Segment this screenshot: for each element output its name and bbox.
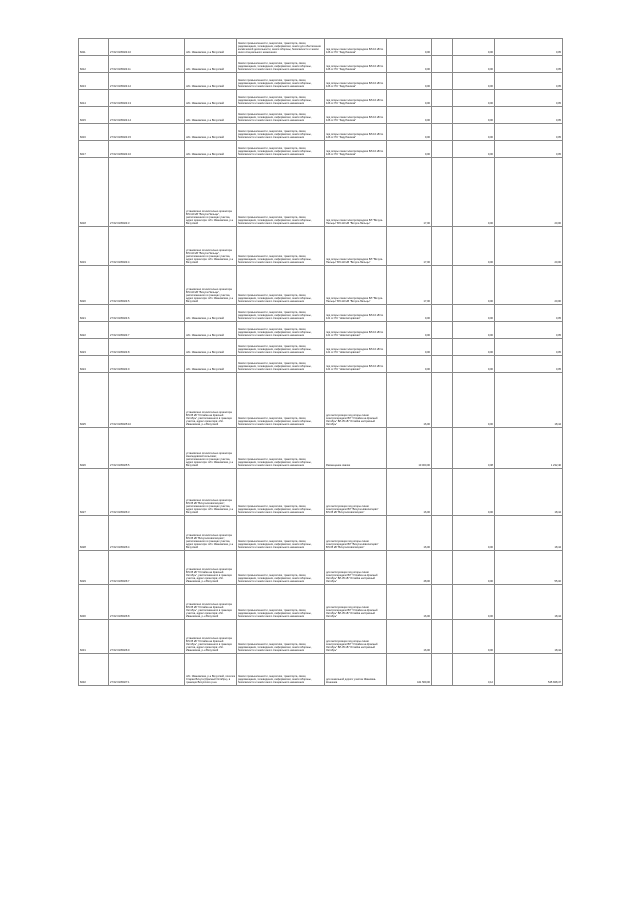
cadastral-number-cell: 27:02:0105025:10	[109, 373, 185, 428]
cadastral-number-cell: 27:02:0105024:11	[109, 56, 185, 73]
rate-cell: 0,08	[453, 428, 495, 469]
cadastral-number-cell: 27:02:0105025:5	[109, 428, 185, 469]
table-row	[79, 551, 563, 585]
empty-cell	[432, 305, 453, 322]
table-row	[79, 39, 563, 56]
row-number-cell: 8231	[79, 620, 109, 654]
row-number-cell: 8222	[79, 322, 109, 339]
address-cell: обл. Ивановская, р-н Вичугский	[185, 73, 237, 90]
cadastral-number-cell: 27:02:0105024:14	[109, 107, 185, 124]
land-category-cell: Земли промышленности, энергетики, транспорта, связи, радиовещания, телевидения, информатики, земли обороны, безопасности и земли иного специального назначения	[237, 107, 325, 124]
amount-cell: 0,05	[495, 90, 563, 107]
amount-cell: 20,00	[495, 227, 563, 266]
rate-cell: 9,00	[453, 107, 495, 124]
area-cell: 9,00	[387, 124, 432, 141]
permitted-use-cell: под опоры линии электропередачи ВЛ "Вичуга-Пальцы" ВЛ-110 кВ "Вичуга-Пальцы"	[325, 266, 387, 305]
cadastral-number-cell: 27:02:0105026:7	[109, 551, 185, 585]
amount-cell: 0,05	[495, 107, 563, 124]
address-cell: обл. Ивановская, р-н Вичугский	[185, 56, 237, 73]
row-number-cell: 8229	[79, 551, 109, 585]
area-cell: 17,00	[387, 266, 432, 305]
rate-cell: 9,00	[453, 585, 495, 620]
row-number-cell: 8218	[79, 158, 109, 227]
amount-cell: 20,00	[495, 266, 563, 305]
cadastral-number-cell: 27:02:0105024:7	[109, 322, 185, 339]
address-cell: установлено относительно ориентира Неклюдовский сельсовет, расположенного в границах участка, адрес ориентира: обл. Ивановская, р-н Вичугский	[185, 428, 237, 469]
area-cell: 16,00	[387, 516, 432, 551]
amount-cell: 20,00	[495, 158, 563, 227]
amount-cell: 0,05	[495, 356, 563, 373]
table-row	[79, 339, 563, 356]
cadastral-number-cell: 27:02:0105027:1	[109, 654, 185, 686]
table-row	[79, 227, 563, 266]
empty-cell	[432, 356, 453, 373]
row-number-cell: 8232	[79, 654, 109, 686]
permitted-use-cell: для эксплуатации под опоры линии электропередачи ВЛ "Отпайка на Красный Октябрь" ВЛ-35 кВ "Отпайка на Красный Октябрь"	[325, 620, 387, 654]
cadastral-number-cell: 27:02:0105024:4	[109, 227, 185, 266]
address-cell: обл. Ивановская, р-н Вичугский, поселок Старая Вичуга (Красный Октябрь), в границах Вичугского р-на	[185, 654, 237, 686]
land-category-cell: Земли промышленности, энергетики, транспорта, связи, радиовещания, телевидения, информатики, земли для обеспечения космической деятельности, земли обороны, безопасности и земли иного специального назначения	[237, 39, 325, 56]
rate-cell: 9,00	[453, 305, 495, 322]
spreadsheet-page	[78, 38, 562, 686]
permitted-use-cell: под опоры линии электропередачи ВЛ-10 кВ № 121 от ПС "Новописцовская"	[325, 356, 387, 373]
address-cell: установлено относительно ориентира ВЛ-35 кВ "Отпайка на Красный Октябрь", расположенного в границах участка, адрес ориентира: обл. Ивановская, р-н Вичугский	[185, 585, 237, 620]
address-cell: установлено относительно ориентира ВЛ-35 кВ "Вичуга-Новописцово", расположенного в границах участка, адрес ориентира: обл. Ивановская, р-н Вичугский	[185, 516, 237, 551]
table-row	[79, 56, 563, 73]
cadastral-number-cell: 27:02:0105024:9	[109, 356, 185, 373]
row-number-cell: 8227	[79, 469, 109, 516]
permitted-use-cell: под опоры линии электропередачи ВЛ-10 кВ № 126 от ПС "Зарубинская"	[325, 90, 387, 107]
cadastral-number-cell: 27:02:0105024:5	[109, 266, 185, 305]
address-cell: обл. Ивановская, р-н Вичугский	[185, 90, 237, 107]
empty-cell	[432, 266, 453, 305]
land-category-cell: Земли промышленности, энергетики, транспорта, связи, радиовещания, телевидения, информатики, земли обороны, безопасности и земли иного специального назначения	[237, 373, 325, 428]
amount-cell: 18,44	[495, 516, 563, 551]
amount-cell: 0,05	[495, 73, 563, 90]
row-number-cell: 8226	[79, 428, 109, 469]
cadastral-number-cell: 27:02:0105024:3	[109, 158, 185, 227]
area-cell: 9,00	[387, 356, 432, 373]
permitted-use-cell: для земельной дороги участка Ивановка-Кинешма	[325, 654, 387, 686]
land-category-cell: Земли промышленности, энергетики, транспорта, связи, радиовещания, телевидения, информатики, земли обороны, безопасности и земли иного специального назначения	[237, 516, 325, 551]
empty-cell	[432, 339, 453, 356]
area-cell: 9,00	[387, 90, 432, 107]
table-row	[79, 73, 563, 90]
rate-cell: 9,00	[453, 322, 495, 339]
rate-cell: 9,00	[453, 339, 495, 356]
address-cell: обл. Ивановская, р-н Вичугский	[185, 322, 237, 339]
amount-cell: 1 232,40	[495, 428, 563, 469]
table-row	[79, 516, 563, 551]
amount-cell: 18,44	[495, 373, 563, 428]
land-category-cell: Земли промышленности, энергетики, транспорта, связи, радиовещания, телевидения, информатики, земли обороны, безопасности и земли иного специального назначения	[237, 469, 325, 516]
address-cell: установлено относительно ориентира ВЛ-110 кВ "Вичуга-Пальцы", расположенного в границах участка, адрес ориентира: обл. Ивановская, р-н Вичугский	[185, 227, 237, 266]
address-cell: обл. Ивановская, р-н Вичугский	[185, 39, 237, 56]
amount-cell: 18,44	[495, 585, 563, 620]
rate-cell: 9,00	[453, 124, 495, 141]
rate-cell: 9,00	[453, 90, 495, 107]
land-category-cell: Земли промышленности, энергетики, транспорта, связи, радиовещания, телевидения, информатики, земли обороны, безопасности и земли иного специального назначения	[237, 73, 325, 90]
row-number-cell: 8214	[79, 90, 109, 107]
permitted-use-cell: под опоры линии электропередачи ВЛ-10 кВ № 121 от ПС "Новописцовская"	[325, 339, 387, 356]
land-category-cell: Земли промышленности, энергетики, транспорта, связи, радиовещания, телевидения, информатики, земли обороны, безопасности и земли иного специального назначения	[237, 551, 325, 585]
land-category-cell: Земли промышленности, энергетики, транспорта, связи, радиовещания, телевидения, информатики, земли обороны, безопасности и земли иного специального назначения	[237, 141, 325, 158]
amount-cell: 0,05	[495, 56, 563, 73]
empty-cell	[432, 124, 453, 141]
permitted-use-cell: для эксплуатации под опоры линии электропередачи ВЛ "Вичуга-Новописцово" ВЛ-35 кВ "Вичуга-Новописцово"	[325, 516, 387, 551]
rate-cell: 9,00	[453, 266, 495, 305]
table-row	[79, 469, 563, 516]
cadastral-number-cell: 27:02:0105026:4	[109, 516, 185, 551]
amount-cell: 55,32	[495, 551, 563, 585]
row-number-cell: 8213	[79, 73, 109, 90]
cadastral-number-cell: 27:02:0105026:9	[109, 620, 185, 654]
row-number-cell: 8220	[79, 266, 109, 305]
table-row	[79, 141, 563, 158]
row-number-cell: 8221	[79, 305, 109, 322]
area-cell: 9,00	[387, 339, 432, 356]
address-cell: обл. Ивановская, р-н Вичугский	[185, 305, 237, 322]
permitted-use-cell: под опоры линии электропередачи ВЛ "Вичуга-Пальцы" ВЛ-110 кВ "Вичуга-Пальцы"	[325, 227, 387, 266]
area-cell: 9,00	[387, 305, 432, 322]
cadastral-number-cell: 27:02:0105024:8	[109, 339, 185, 356]
row-number-cell: 8230	[79, 585, 109, 620]
permitted-use-cell: Размещение свалки	[325, 428, 387, 469]
address-cell: обл. Ивановская, р-н Вичугский	[185, 107, 237, 124]
row-number-cell: 8228	[79, 516, 109, 551]
table-row	[79, 356, 563, 373]
empty-cell	[432, 158, 453, 227]
empty-cell	[432, 39, 453, 56]
address-cell: установлено относительно ориентира ВЛ-110 кВ "Вичуга-Пальцы", расположенного в границах участка, адрес ориентира: обл. Ивановская, р-н Вичугский	[185, 266, 237, 305]
row-number-cell: 8217	[79, 141, 109, 158]
cadastral-number-cell: 27:02:0105026:3	[109, 469, 185, 516]
area-cell: 16,00	[387, 585, 432, 620]
table-row	[79, 428, 563, 469]
land-category-cell: Земли промышленности, энергетики, транспорта, связи, радиовещания, телевидения, информатики, земли обороны, безопасности и земли иного специального назначения	[237, 305, 325, 322]
address-cell: установлено относительно ориентира ВЛ-35 кВ "Отпайка на Красный Октябрь", расположенного в границах участка, адрес ориентира: обл. Ивановская, р-н Вичугский	[185, 373, 237, 428]
address-cell: обл. Ивановская, р-н Вичугский	[185, 356, 237, 373]
permitted-use-cell: для эксплуатации под опоры линии электропередачи ВЛ "Отпайка на Красный Октябрь" ВЛ-35 кВ "Отпайка на Красный Октябрь"	[325, 551, 387, 585]
amount-cell: 18,44	[495, 620, 563, 654]
area-cell: 9,00	[387, 56, 432, 73]
area-cell: 9,00	[387, 39, 432, 56]
table-row	[79, 90, 563, 107]
land-category-cell: Земли промышленности, энергетики, транспорта, связи, радиовещания, телевидения, информатики, земли обороны, безопасности и земли иного специального назначения	[237, 158, 325, 227]
rate-cell: 9,00	[453, 469, 495, 516]
permitted-use-cell: под опоры линии электропередачи ВЛ-10 кВ № 126 от ПС "Зарубинская"	[325, 107, 387, 124]
row-number-cell: 8211	[79, 39, 109, 56]
area-cell: 9,00	[387, 73, 432, 90]
address-cell: установлено относительно ориентира ВЛ-110 кВ "Вичуга-Пальцы", расположенного в границах участка, адрес ориентира: обл. Ивановская, р-н Вичугский	[185, 158, 237, 227]
area-cell: 16,00	[387, 620, 432, 654]
rate-cell: 9,00	[453, 73, 495, 90]
area-cell: 16,00	[387, 469, 432, 516]
table-row	[79, 373, 563, 428]
table-row	[79, 158, 563, 227]
cadastral-number-cell: 27:02:0105024:16	[109, 141, 185, 158]
table-row	[79, 620, 563, 654]
row-number-cell: 8225	[79, 373, 109, 428]
permitted-use-cell: под опоры линии электропередачи ВЛ-10 кВ № 121 от ПС "Новописцовская"	[325, 322, 387, 339]
cadastral-number-cell: 27:02:0105024:15	[109, 124, 185, 141]
land-category-cell: Земли промышленности, энергетики, транспорта, связи, радиовещания, телевидения, информатики, земли обороны, безопасности и земли иного специального назначения	[237, 339, 325, 356]
empty-cell	[432, 227, 453, 266]
table-row	[79, 107, 563, 124]
amount-cell: 545 848,47	[495, 654, 563, 686]
permitted-use-cell: для эксплуатации под опоры линии электропередачи ВЛ "Отпайка на Красный Октябрь" ВЛ-35 кВ "Отпайка на Красный Октябрь"	[325, 585, 387, 620]
rate-cell: 9,00	[453, 56, 495, 73]
land-category-cell: Земли промышленности, энергетики, транспорта, связи, радиовещания, телевидения, информатики, земли обороны, безопасности и земли иного специального назначения	[237, 620, 325, 654]
empty-cell	[432, 516, 453, 551]
rate-cell: 9,00	[453, 39, 495, 56]
address-cell: установлено относительно ориентира ВЛ-35 кВ "Отпайка на Красный Октябрь", расположенного в границах участка, адрес ориентира: обл. Ивановская, р-н Вичугский	[185, 551, 237, 585]
land-category-cell: Земли промышленности, энергетики, транспорта, связи, радиовещания, телевидения, информатики, земли обороны, безопасности и земли иного специального назначения	[237, 654, 325, 686]
amount-cell: 0,05	[495, 124, 563, 141]
empty-cell	[432, 373, 453, 428]
row-number-cell: 8215	[79, 107, 109, 124]
permitted-use-cell: для эксплуатации под опоры линии электропередачи ВЛ "Вичуга-Новописцово" ВЛ-35 кВ "Вичуга-Новописцово"	[325, 469, 387, 516]
land-category-cell: Земли промышленности, энергетики, транспорта, связи, радиовещания, телевидения, информатики, земли обороны, безопасности и земли иного специального назначения	[237, 585, 325, 620]
area-cell: 9,00	[387, 107, 432, 124]
row-number-cell: 8216	[79, 124, 109, 141]
empty-cell	[432, 56, 453, 73]
land-category-cell: Земли промышленности, энергетики, транспорта, связи, радиовещания, телевидения, информатики, земли обороны, безопасности и земли иного специального назначения	[237, 266, 325, 305]
land-category-cell: Земли промышленности, энергетики, транспорта, связи, радиовещания, телевидения, информатики, земли обороны, безопасности и земли иного специального назначения	[237, 227, 325, 266]
empty-cell	[432, 551, 453, 585]
address-cell: обл. Ивановская, р-н Вичугский	[185, 141, 237, 158]
land-category-cell: Земли промышленности, энергетики, транспорта, связи, радиовещания, телевидения, информатики, земли обороны, безопасности и земли иного специального назначения	[237, 90, 325, 107]
permitted-use-cell: под опоры линии электропередачи ВЛ-10 кВ № 126 от ПС "Зарубинская"	[325, 124, 387, 141]
rate-cell: 9,00	[453, 516, 495, 551]
amount-cell: 0,05	[495, 339, 563, 356]
empty-cell	[432, 141, 453, 158]
area-cell: 16,00	[387, 373, 432, 428]
area-cell: 17,00	[387, 158, 432, 227]
permitted-use-cell: под опоры линии электропередачи ВЛ-10 кВ № 121 от ПС "Новописцовская"	[325, 305, 387, 322]
empty-cell	[432, 654, 453, 686]
rate-cell: 9,00	[453, 356, 495, 373]
address-cell: обл. Ивановская, р-н Вичугский	[185, 124, 237, 141]
table-row	[79, 654, 563, 686]
address-cell: обл. Ивановская, р-н Вичугский	[185, 339, 237, 356]
land-category-cell: Земли промышленности, энергетики, транспорта, связи, радиовещания, телевидения, информатики, земли обороны, безопасности и земли иного специального назначения	[237, 124, 325, 141]
permitted-use-cell: под опоры линии электропередачи ВЛ-10 кВ № 126 от ПС "Зарубинская"	[325, 39, 387, 56]
land-category-cell: Земли промышленности, энергетики, транспорта, связи, радиовещания, телевидения, информатики, земли обороны, безопасности и земли иного специального назначения	[237, 322, 325, 339]
row-number-cell: 8212	[79, 56, 109, 73]
row-number-cell: 8223	[79, 339, 109, 356]
amount-cell: 0,05	[495, 141, 563, 158]
table-row	[79, 322, 563, 339]
rate-cell: 9,00	[453, 620, 495, 654]
empty-cell	[432, 585, 453, 620]
address-cell: установлено относительно ориентира ВЛ-35 кВ "Отпайка на Красный Октябрь", расположенного в границах участка, адрес ориентира: обл. Ивановская, р-н Вичугский	[185, 620, 237, 654]
area-cell: 441 569,00	[387, 654, 432, 686]
permitted-use-cell: под опоры линии электропередачи ВЛ-10 кВ № 126 от ПС "Зарубинская"	[325, 141, 387, 158]
area-cell: 9,00	[387, 141, 432, 158]
area-cell: 48,00	[387, 551, 432, 585]
area-cell: 9,00	[387, 322, 432, 339]
empty-cell	[432, 322, 453, 339]
empty-cell	[432, 90, 453, 107]
land-category-cell: Земли промышленности, энергетики, транспорта, связи, радиовещания, телевидения, информатики, земли обороны, безопасности и земли иного специального назначения	[237, 356, 325, 373]
cadastral-number-cell: 27:02:0105024:6	[109, 305, 185, 322]
empty-cell	[432, 469, 453, 516]
cadastral-number-cell: 27:02:0105024:10	[109, 39, 185, 56]
land-category-cell: Земли промышленности, энергетики, транспорта, связи, радиовещания, телевидения, информатики, земли обороны, безопасности и земли иного специального назначения	[237, 56, 325, 73]
table-row	[79, 305, 563, 322]
land-parcels-table	[78, 38, 563, 686]
address-cell: установлено относительно ориентира ВЛ-35 кВ "Вичуга-Новописцово", расположенного в границах участка, адрес ориентира: обл. Ивановская, р-н Вичугский	[185, 469, 237, 516]
amount-cell: 18,44	[495, 469, 563, 516]
empty-cell	[432, 107, 453, 124]
amount-cell: 0,05	[495, 322, 563, 339]
rate-cell: 9,00	[453, 551, 495, 585]
cadastral-number-cell: 27:02:0105024:13	[109, 90, 185, 107]
area-cell: 17,00	[387, 227, 432, 266]
rate-cell: 9,00	[453, 373, 495, 428]
empty-cell	[432, 428, 453, 469]
rate-cell: 9,00	[453, 141, 495, 158]
permitted-use-cell: для эксплуатации под опоры линии электропередачи ВЛ "Отпайка на Красный Октябрь" ВЛ-35 кВ "Отпайка на Красный Октябрь"	[325, 373, 387, 428]
permitted-use-cell: под опоры линии электропередачи ВЛ "Вичуга-Пальцы" ВЛ-110 кВ "Вичуга-Пальцы"	[325, 158, 387, 227]
area-cell: 10 000,00	[387, 428, 432, 469]
table-row	[79, 124, 563, 141]
table-row	[79, 266, 563, 305]
cadastral-number-cell: 27:02:0105024:12	[109, 73, 185, 90]
land-category-cell: Земли промышленности, энергетики, транспорта, связи, радиовещания, телевидения, информатики, земли обороны, безопасности и земли иного специального назначения	[237, 428, 325, 469]
rate-cell: 9,00	[453, 158, 495, 227]
amount-cell: 0,05	[495, 39, 563, 56]
empty-cell	[432, 73, 453, 90]
row-number-cell: 8224	[79, 356, 109, 373]
row-number-cell: 8219	[79, 227, 109, 266]
empty-cell	[432, 620, 453, 654]
rate-cell: 9,00	[453, 227, 495, 266]
amount-cell: 0,05	[495, 305, 563, 322]
cadastral-number-cell: 27:02:0105026:8	[109, 585, 185, 620]
rate-cell: 0,12	[453, 654, 495, 686]
table-row	[79, 585, 563, 620]
permitted-use-cell: под опоры линии электропередачи ВЛ-10 кВ № 126 от ПС "Зарубинская"	[325, 73, 387, 90]
permitted-use-cell: под опоры линии электропередачи ВЛ-10 кВ № 126 от ПС "Зарубинская"	[325, 56, 387, 73]
